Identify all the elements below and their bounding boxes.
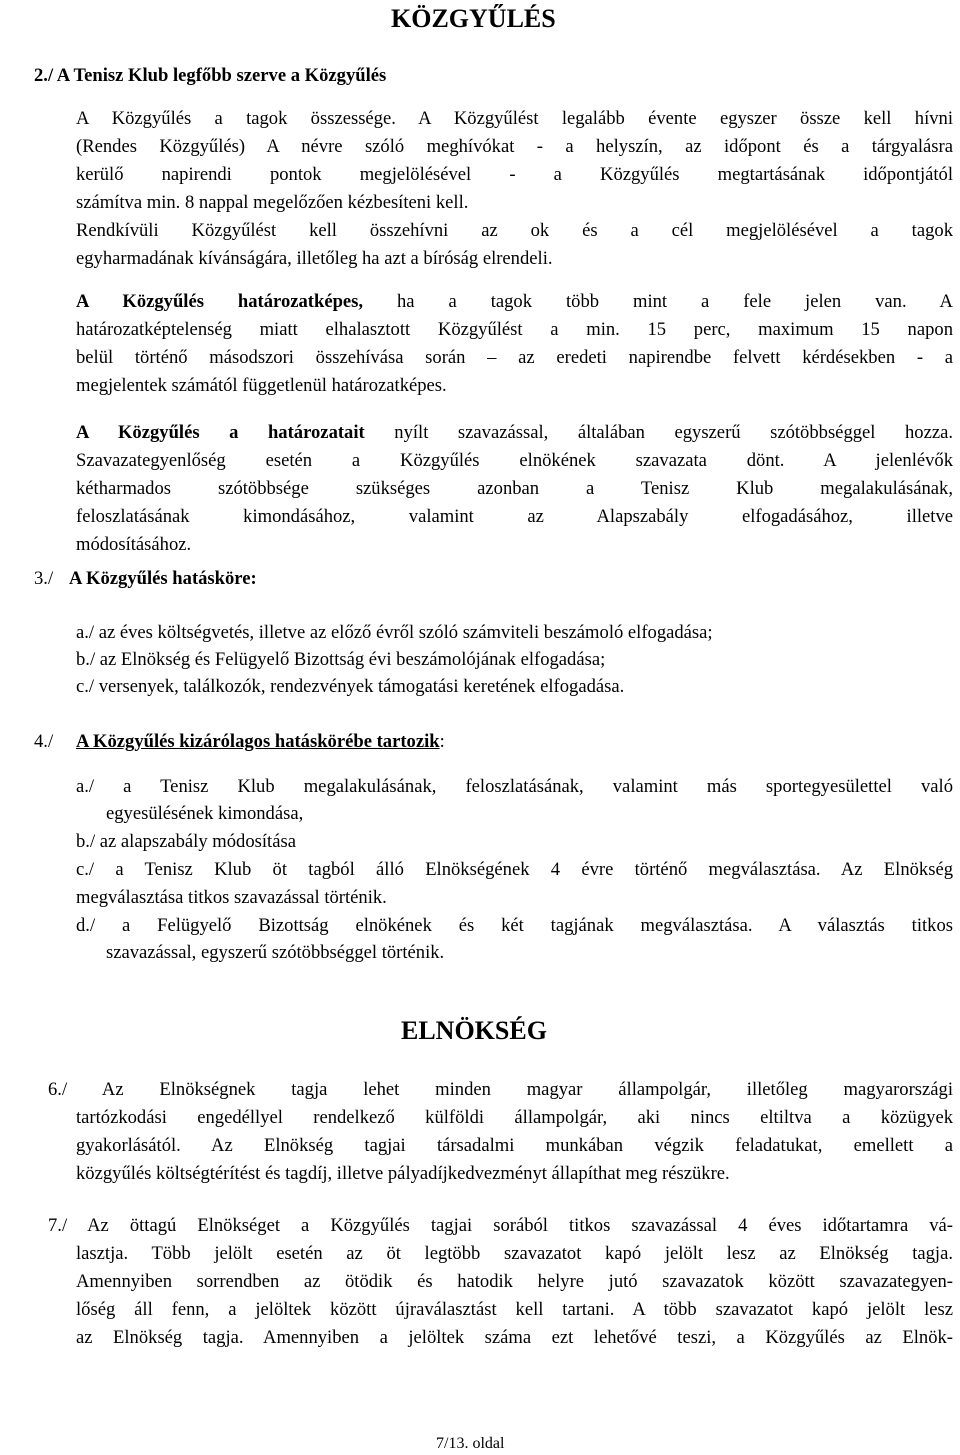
- section-4-number: 4./: [34, 731, 54, 752]
- elnokseg-title: ELNÖKSÉG: [401, 1016, 547, 1045]
- text-line: kétharmados szótöbbsége szükséges azonban a Tenisz Klub megalakulásának,: [76, 478, 953, 499]
- text-line: [76, 288, 953, 316]
- list-item-continuation: szavazással, egyszerű szótöbbséggel történik.: [106, 942, 445, 963]
- text-span: nyílt szavazással, általában egyszerű szótöbbséggel hozza.: [364, 422, 953, 443]
- text-span: ha a tagok több mint a fele jelen van. A: [363, 291, 953, 312]
- text-line: határozatképtelenség miatt elhalasztott Közgyűlést a min. 15 perc, maximum 15 napon: [76, 319, 953, 340]
- text-line: egyharmadának kívánságára, illetőleg ha azt a bíróság elrendeli.: [76, 248, 553, 269]
- text-line: lőség áll fenn, a jelöltek között újraválasztást kell tartani. A több szavazatot kapó jelölt lesz: [76, 1299, 953, 1320]
- section-3-heading: A Közgyűlés hatásköre:: [69, 568, 257, 589]
- text-line: Amennyiben sorrendben az ötödik és hatodik helyre jutó szavazatok között szavazategyen-: [76, 1271, 953, 1292]
- text-line: kerülő napirendi pontok megjelölésével - a Közgyűlés megtartásának időpontjától: [76, 164, 953, 185]
- list-item-continuation: megválasztása titkos szavazással történik.: [76, 887, 387, 908]
- list-item: b./ az Elnökség és Felügyelő Bizottság évi beszámolójának elfogadása;: [76, 649, 606, 670]
- emphasis: A Közgyűlés határozatképes,: [76, 291, 364, 312]
- text-line: számítva min. 8 nappal megelőzően kézbesíteni kell.: [76, 192, 469, 213]
- text-line: [76, 419, 953, 447]
- text-line: Rendkívüli Közgyűlést kell összehívni az ok és a cél megjelölésével a tagok: [76, 220, 953, 241]
- list-item-continuation: egyesülésének kimondása,: [106, 803, 304, 824]
- section-3-number: 3./: [34, 568, 54, 589]
- page-number: 7/13. oldal: [436, 1435, 505, 1452]
- text-line: megjelentek számától függetlenül határozatképes.: [76, 375, 447, 396]
- text-line: 6./ Az Elnökségnek tagja lehet minden magyar állampolgár, illetőleg magyarországi: [48, 1079, 953, 1100]
- text-line: 7./ Az öttagú Elnökséget a Közgyűlés tagjai sorából titkos szavazással 4 éves időtartamra vá-: [48, 1215, 953, 1236]
- text-line: az Elnökség tagja. Amennyiben a jelöltek száma ezt lehetővé teszi, a Közgyűlés az Elnök-: [76, 1327, 953, 1348]
- text-line: közgyűlés költségtérítést és tagdíj, illetve pályadíjkedvezményt állapíthat meg részükre.: [76, 1163, 730, 1184]
- text-line: tartózkodási engedéllyel rendelkező külföldi állampolgár, aki nincs eltiltva a közügyek: [76, 1107, 953, 1128]
- list-item: a./ az éves költségvetés, illetve az előző évről szóló számviteli beszámoló elfogadása;: [76, 622, 713, 643]
- section-4-heading-colon: :: [439, 731, 445, 752]
- list-item: d./ a Felügyelő Bizottság elnökének és két tagjának megválasztása. A választás titkos: [76, 915, 953, 936]
- list-item: c./ a Tenisz Klub öt tagból álló Elnökségének 4 évre történő megválasztása. Az Elnökség: [76, 859, 953, 880]
- list-item: a./ a Tenisz Klub megalakulásának, feloszlatásának, valamint más sportegyesülettel való: [76, 776, 953, 797]
- text-line: gyakorlásától. Az Elnökség tagjai társadalmi munkában végzik feladatukat, emellett a: [76, 1135, 953, 1156]
- list-item: c./ versenyek, találkozók, rendezvények támogatási keretének elfogadása.: [76, 676, 625, 697]
- section-2-heading: 2./ A Tenisz Klub legfőbb szerve a Közgyűlés: [34, 65, 387, 86]
- text-line: Szavazategyenlőség esetén a Közgyűlés elnökének szavazata dönt. A jelenlévők: [76, 450, 953, 471]
- page-title: KÖZGYŰLÉS: [391, 4, 556, 33]
- list-item: b./ az alapszabály módosítása: [76, 831, 296, 852]
- text-line: lasztja. Több jelölt esetén az öt legtöbb szavazatot kapó jelölt lesz az Elnökség tagja.: [76, 1243, 953, 1264]
- emphasis: A Közgyűlés a határozatait: [76, 422, 365, 443]
- section-4-heading: [76, 728, 445, 756]
- section-4-heading-text: A Közgyűlés kizárólagos hatáskörébe tartozik: [76, 731, 440, 752]
- text-line: belül történő másodszori összehívása során – az eredeti napirendbe felvett kérdésekben - a: [76, 347, 953, 368]
- text-line: feloszlatásának kimondásához, valamint az Alapszabály elfogadásához, illetve: [76, 506, 953, 527]
- text-line: módosításához.: [76, 534, 192, 555]
- text-line: (Rendes Közgyűlés) A névre szóló meghívókat - a helyszín, az időpont és a tárgyalásra: [76, 136, 953, 157]
- text-line: A Közgyűlés a tagok összessége. A Közgyűlést legalább évente egyszer össze kell hívni: [76, 108, 953, 129]
